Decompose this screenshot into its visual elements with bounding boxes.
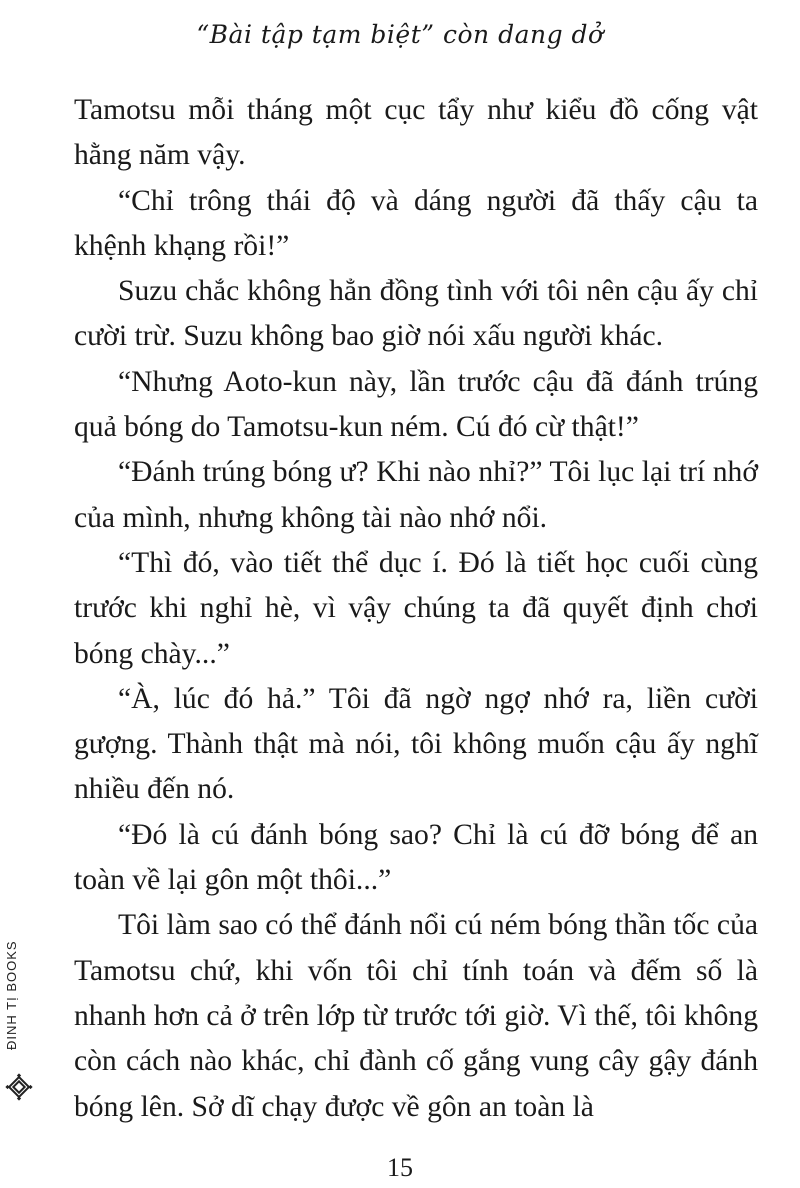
publisher-name: ĐINH TỊ BOOKS [4,940,19,1050]
publisher-mark [4,940,34,1115]
paragraph: “Đánh trúng bóng ư? Khi nào nhỉ?” Tôi lục lại trí nhớ của mình, nhưng không tài nào nhớ nổi. [74,456,758,534]
page-number: 15 [387,1153,413,1182]
body-text [74,88,758,1130]
running-header: “Bài tập tạm biệt” còn dang dở [196,20,604,49]
paragraph: “Nhưng Aoto-kun này, lần trước cậu đã đánh trúng quả bóng do Tamotsu-kun ném. Cú đó cừ thật!” [74,365,758,444]
paragraph: “À, lúc đó hả.” Tôi đã ngờ ngợ nhớ ra, liền cười gượng. Thành thật mà nói, tôi không muốn cậu ấy nghĩ nhiều đến nó. [74,682,758,806]
paragraph: “Thì đó, vào tiết thể dục í. Đó là tiết học cuối cùng trước khi nghỉ hè, vì vậy chúng ta đã quyết định chơi bóng chày...” [74,546,758,670]
paragraph: Suzu chắc không hẳn đồng tình với tôi nên cậu ấy chỉ cười trừ. Suzu không bao giờ nói xấu người khác. [74,275,758,353]
publisher-logo-icon [5,1073,33,1101]
paragraph: “Đó là cú đánh bóng sao? Chỉ là cú đỡ bóng để an toàn về lại gôn một thôi...” [74,818,758,897]
paragraph: Tôi làm sao có thể đánh nổi cú ném bóng thần tốc của Tamotsu chứ, khi vốn tôi chỉ tính toán và đếm số là nhanh hơn cả ở trên lớp từ trước tới giờ. Vì thế, tôi không còn cách nào khác, chỉ đành cố gắng vung cây gậy đánh bóng lên. Sở dĩ chạy được về gôn an toàn là [74,909,758,1123]
paragraph: “Chỉ trông thái độ và dáng người đã thấy cậu ta khệnh khạng rồi!” [74,184,758,262]
paragraph: Tamotsu mỗi tháng một cục tẩy như kiểu đồ cống vật hằng năm vậy. [74,94,758,172]
